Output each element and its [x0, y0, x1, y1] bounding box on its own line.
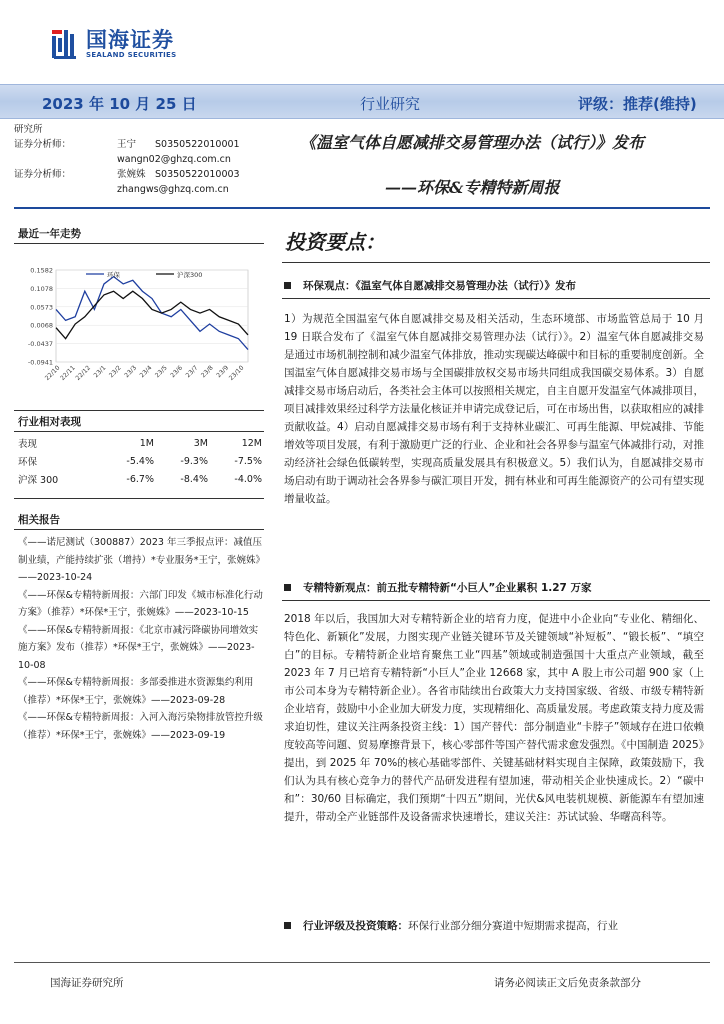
x-tick-label: 23/7	[184, 364, 200, 380]
analyst-cert: S0350522010003	[155, 169, 240, 180]
table-header: 12M	[241, 437, 262, 449]
related-title: 相关报告	[18, 514, 60, 526]
x-tick-label: 23/3	[123, 364, 139, 380]
logo-en: SEALAND SECURITIES	[86, 51, 177, 59]
section-head-strategy	[284, 918, 618, 933]
table-cell: -8.4%	[180, 473, 208, 485]
table-header: 1M	[139, 437, 154, 449]
table-cell: -9.3%	[180, 455, 208, 467]
analyst-email[interactable]: zhangws@ghzq.com.cn	[117, 184, 229, 195]
x-tick-label: 22/12	[74, 364, 93, 383]
divider	[282, 298, 710, 299]
section-body: 2018 年以后，我国加大对专精特新企业的培育力度，促进中小企业向“专业化、精细化、特色化、新颖化”发展，力图实现产业链关键环节及关键领域“补短板”、“锻长板”、“填空白”的目标。专精特新企业培育聚焦工业“四基”领域或制造强国十大重点产业领域，截至 2023 年 7 月已培育专精特新“小巨人”企业 12668 家，其中 A 股上市公司超 900 家（上市公司本身为专精特新企业）。各省市陆续出台政策大力支持国家级、省级、市级专精特新企业培育，鼓励中小企业加大研发力度，实现精细化、高质量发展。考虑政策支持力度及需求迫切性，建议关注两条投资主线：1）国产替代：部分制造业“卡脖子”领域存在进口依赖度较高等问题、贸易摩擦背景下，核心零部件等国产替代需求愈发强烈。《中国制造 2025》提出，到 2025 年 70%的核心基础零部件、关键基础材料实现自主保障，政策鼓励下，我们认为具有核心竞争力的替代产品研发进程有望加速，带动相关企业快速成长。2）“碳中和”：30/60 目标确定，我们预期“十四五”期间，光伏&风电装机规模、新能源车有望加速提升，带动全产业链部件及设备需求快速增长，建议关注：苏试试验、华曙高科等。	[284, 613, 704, 823]
y-tick-label: 0.0573	[30, 303, 53, 312]
header-banner	[0, 84, 724, 119]
divider	[14, 243, 264, 244]
x-tick-label: 23/4	[138, 364, 154, 380]
y-tick-label: 0.1078	[30, 284, 53, 293]
section-title: 行业评级及投资策略：	[303, 920, 408, 932]
x-tick-label: 23/6	[169, 364, 185, 380]
analyst-info	[14, 122, 240, 197]
x-tick-label: 23/5	[153, 364, 169, 380]
table-row	[18, 470, 264, 488]
y-tick-label: -0.0941	[27, 358, 53, 367]
analyst-label: 证券分析师：	[14, 139, 72, 150]
footer-left: 国海证券研究所	[50, 977, 124, 989]
section-title: 专精特新观点：前五批专精特新“小巨人”企业累积 1.27 万家	[303, 582, 592, 594]
trend-title: 最近一年走势	[18, 228, 81, 240]
x-tick-label: 22/10	[43, 364, 62, 383]
table-cell: -5.4%	[126, 455, 154, 467]
section-head-sme	[284, 580, 592, 595]
report-title: 《温室气体自愿减排交易管理办法（试行）》发布	[300, 133, 645, 152]
analyst-name: 张婉姝	[117, 169, 146, 180]
logo-mark-icon	[50, 26, 80, 62]
divider	[14, 207, 710, 209]
dept: 研究所	[14, 124, 43, 135]
y-tick-label: 0.0068	[30, 321, 53, 330]
y-tick-label: -0.0437	[27, 340, 53, 349]
table-header: 3M	[193, 437, 208, 449]
related-reports	[18, 534, 266, 744]
table-cell: -6.7%	[126, 473, 154, 485]
table-cell: -7.5%	[234, 455, 262, 467]
x-tick-label: 22/11	[59, 364, 77, 383]
table-header-row	[18, 434, 264, 452]
x-tick-label: 23/2	[107, 364, 123, 380]
x-tick-label: 23/10	[227, 364, 246, 383]
report-date: 2023 年 10 月 25 日	[42, 95, 197, 113]
legend-label: 沪深300	[177, 271, 203, 279]
analyst-cert: S0350522010001	[155, 139, 240, 150]
series-line-0	[56, 277, 248, 350]
related-report-link[interactable]: 《——环保&专精特新周报：入河入海污染物排放管控升级（推荐）*环保*王宁，张婉姝》——2023-09-19	[18, 712, 263, 741]
related-report-link[interactable]: 《——环保&专精特新周报：多部委推进水资源集约利用（推荐）*环保*王宁，张婉姝》——2023-09-28	[18, 677, 254, 706]
report-subtitle: ——环保&专精特新周报	[385, 178, 560, 197]
divider	[14, 410, 264, 411]
bullet-square-icon	[284, 282, 291, 289]
y-tick-label: 0.1582	[30, 266, 53, 275]
divider	[282, 262, 710, 263]
divider	[14, 431, 264, 432]
divider	[282, 600, 710, 601]
perf-title: 行业相对表现	[18, 416, 81, 428]
table-row	[18, 452, 264, 470]
analyst-name: 王宁	[117, 139, 137, 150]
footer-disclaimer: 请务必阅读正文后免责条款部分	[494, 977, 641, 989]
section-body: 环保行业部分细分赛道中短期需求提高，行业	[408, 920, 618, 932]
invest-heading: 投资要点：	[285, 230, 385, 254]
table-cell: -4.0%	[234, 473, 262, 485]
divider	[14, 498, 264, 499]
x-tick-label: 23/9	[215, 364, 231, 380]
trend-chart	[16, 252, 262, 392]
section-head-env	[284, 278, 576, 293]
company-logo	[50, 26, 176, 62]
related-report-link[interactable]: 《——环保&专精特新周报：六部门印发《城市标准化行动方案》（推荐）*环保*王宁，张婉姝》——2023-10-15	[18, 589, 263, 618]
report-rating: 评级：推荐(维持)	[578, 95, 697, 113]
legend-label: 环保	[107, 271, 120, 279]
bullet-square-icon	[284, 584, 291, 591]
divider	[14, 529, 264, 530]
x-tick-label: 23/8	[199, 364, 215, 380]
section-body: 1）为规范全国温室气体自愿减排交易及相关活动，生态环境部、市场监管总局于 10 月 19 日联合发布了《温室气体自愿减排交易管理办法（试行）》。2）温室气体自愿减排交易是通过市场机制控制和减少温室气体排放，推动实现碳达峰碳中和目标的重要制度创新。全国温室气体自愿减排交易市场与全国碳排放权交易市场共同组成我国碳交易体系。3）自愿减排交易市场启动后，各类社会主体可以按照相关规定，自主自愿开发温室气体减排项目，项目减排效果经过科学方法量化核证并申请完成登记后，可在市场出售，以获取相应的减排贡献收益。4）启动自愿减排交易市场有利于支持林业碳汇、可再生能源、甲烷减排、节能增效等项目发展，有利于激励更广泛的行业、企业和社会各界参与温室气体减排行动，对推动经济社会绿色低碳转型，实现高质量发展具有积极意义。5）我们认为，自愿减排交易市场启动有助于调动社会各界参与碳汇项目开发，拥有林业和可再生能源资产的公司有望实现增量收益。	[284, 313, 704, 505]
analyst-label: 证券分析师：	[14, 169, 72, 180]
logo-cn: 国海证券	[86, 28, 174, 52]
analyst-email[interactable]: wangn02@ghzq.com.cn	[117, 154, 231, 165]
divider	[14, 962, 710, 963]
table-cell: 环保	[18, 457, 38, 468]
related-report-link[interactable]: 《——诺尼测试（300887）2023 年三季报点评：减值压制业绩，产能持续扩张（增持）*专业服务*王宁，张婉姝》——2023-10-24	[18, 537, 266, 583]
related-report-link[interactable]: 《——环保&专精特新周报：《北京市减污降碳协同增效实施方案》发布（推荐）*环保*王宁，张婉姝》——2023-10-08	[18, 624, 259, 671]
x-tick-label: 23/1	[92, 364, 108, 380]
section-title: 环保观点：《温室气体自愿减排交易管理办法（试行）》发布	[303, 280, 576, 292]
table-cell: 沪深 300	[18, 475, 59, 486]
report-category: 行业研究	[360, 95, 421, 113]
bullet-square-icon	[284, 922, 291, 929]
table-header: 表现	[18, 439, 38, 450]
perf-table	[18, 434, 264, 488]
